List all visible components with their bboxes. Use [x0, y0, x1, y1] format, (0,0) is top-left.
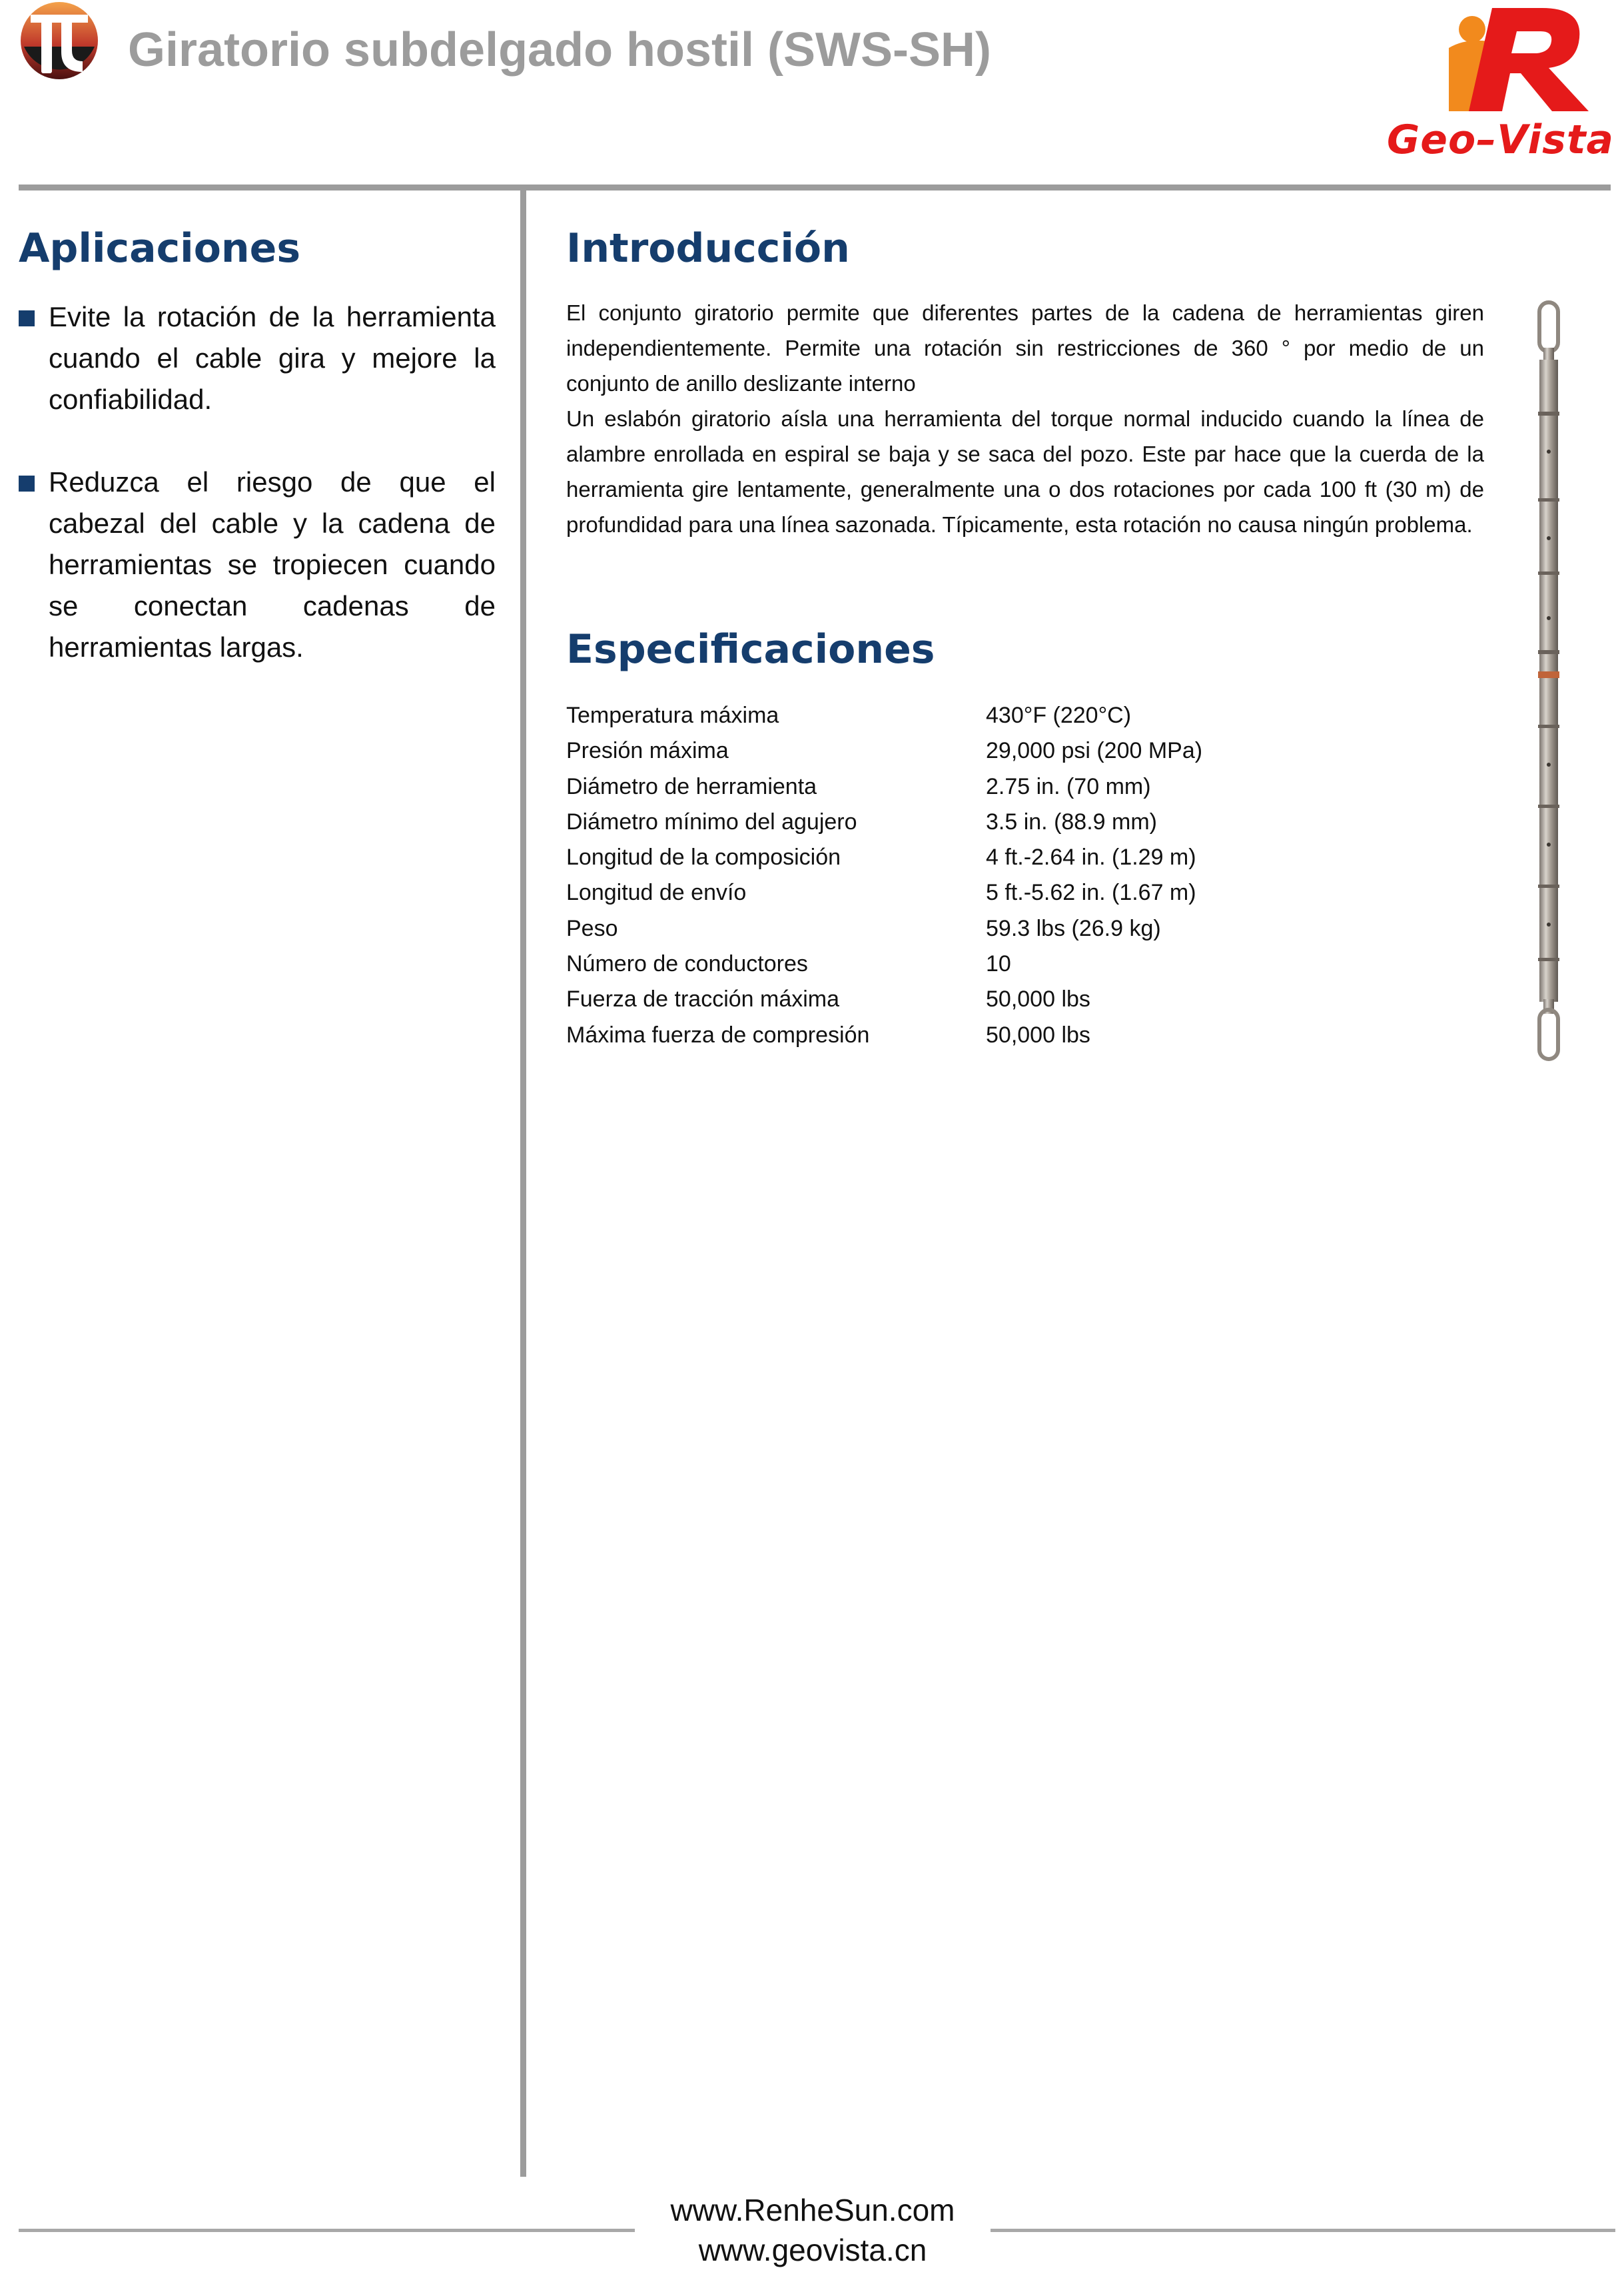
brand-name: Geo–Vista	[1387, 117, 1614, 163]
spec-value: 430°F (220°C)	[986, 703, 1132, 728]
specifications-heading: Especificaciones	[566, 626, 935, 673]
header-divider	[19, 185, 1611, 191]
spec-row	[566, 1018, 1232, 1053]
spec-row	[566, 840, 1232, 875]
spec-label: Máxima fuerza de compresión	[566, 1022, 870, 1048]
spec-value: 50,000 lbs	[986, 1022, 1090, 1048]
spec-row	[566, 875, 1232, 911]
specifications-table	[566, 698, 1232, 1053]
spec-label: Peso	[566, 915, 618, 941]
spec-label: Diámetro mínimo del agujero	[566, 809, 857, 835]
spec-label: Longitud de envío	[566, 880, 747, 906]
geovista-link[interactable]: www.geovista.cn	[698, 2233, 927, 2267]
renhesun-logo	[19, 0, 100, 81]
footer-divider-left	[19, 2229, 635, 2232]
spec-row	[566, 698, 1232, 733]
square-bullet-icon	[19, 476, 35, 492]
spec-row	[566, 947, 1232, 982]
applications-list	[19, 296, 496, 709]
renhesun-link[interactable]: www.RenheSun.com	[670, 2193, 955, 2227]
application-text: Evite la rotación de la herramienta cuando el cable gira y mejore la confiabilidad.	[49, 301, 496, 415]
introduction-heading: Introducción	[566, 225, 850, 272]
footer-divider-right	[991, 2229, 1615, 2232]
introduction-body	[566, 295, 1484, 542]
applications-heading: Aplicaciones	[19, 225, 301, 272]
column-divider	[520, 191, 526, 2177]
spec-row	[566, 982, 1232, 1017]
list-item	[19, 462, 496, 668]
spec-value: 59.3 lbs (26.9 kg)	[986, 915, 1161, 941]
swivel-tool-image	[1529, 298, 1569, 1063]
spec-row	[566, 769, 1232, 805]
square-bullet-icon	[19, 310, 35, 326]
spec-label: Número de conductores	[566, 951, 808, 977]
spec-value: 4 ft.-2.64 in. (1.29 m)	[986, 845, 1196, 871]
spec-value: 5 ft.-5.62 in. (1.67 m)	[986, 880, 1196, 906]
application-text: Reduzca el riesgo de que el cabezal del cable y la cadena de herramientas se tropiecen cuando se conectan cadenas de herramientas largas.	[49, 466, 496, 663]
spec-label: Longitud de la composición	[566, 845, 841, 871]
spec-label: Diámetro de herramienta	[566, 773, 817, 799]
spec-label: Fuerza de tracción máxima	[566, 986, 840, 1012]
spec-row	[566, 733, 1232, 769]
spec-row	[566, 911, 1232, 947]
list-item	[19, 296, 496, 420]
footer-links	[635, 2190, 991, 2270]
spec-value: 3.5 in. (88.9 mm)	[986, 809, 1157, 835]
spec-label: Temperatura máxima	[566, 703, 779, 728]
spec-value: 10	[986, 951, 1011, 977]
spec-value: 50,000 lbs	[986, 986, 1090, 1012]
intro-paragraph: Un eslabón giratorio aísla una herramienta del torque normal inducido cuando la línea de alambre enrollada en espiral se baja y se saca del pozo. Este par hace que la cuerda de la herramienta gire lentamente, generalmente una o dos rotaciones por cada 100 ft (30 m) de profundidad para una línea sazonada. Típicamente, esta rotación no causa ningún problema.	[566, 406, 1484, 537]
spec-value: 2.75 in. (70 mm)	[986, 773, 1151, 799]
spec-value: 29,000 psi (200 MPa)	[986, 738, 1203, 764]
document-title: Giratorio subdelgado hostil (SWS-SH)	[128, 23, 991, 77]
spec-label: Presión máxima	[566, 738, 729, 764]
intro-paragraph: El conjunto giratorio permite que diferentes partes de la cadena de herramientas giren independientemente. Permite una rotación sin restricciones de 360 ° por medio de un conjunto de anillo deslizante interno	[566, 300, 1484, 396]
spec-row	[566, 805, 1232, 840]
